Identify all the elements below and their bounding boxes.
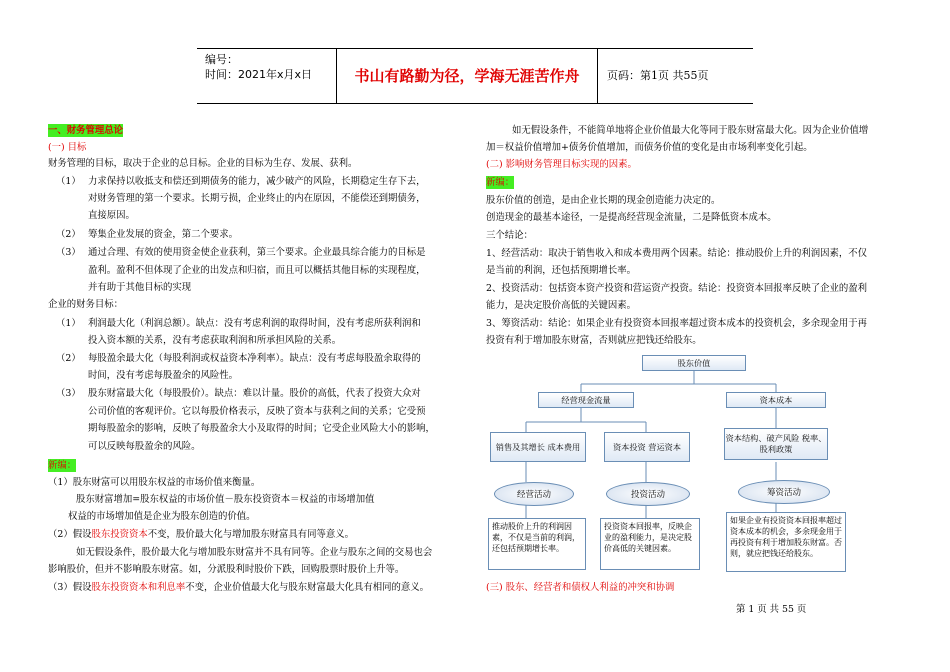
diagram-node-shareholder-value: 股东价值 <box>642 355 746 371</box>
list-number: （3） <box>56 388 81 399</box>
paragraph: 3、筹资活动：结论：如果企业有投资资本回报率超过资本成本的投资机会，多余现金用于再 <box>486 318 867 329</box>
header-number-label: 编号： <box>205 53 238 66</box>
list-number: （2） <box>56 353 81 364</box>
paragraph: 权益的市场增加值是企业为股东创造的价值。 <box>68 511 256 522</box>
diagram-node-capital-investment: 资本投资 营运资本 <box>604 432 690 462</box>
text-span: 不变，企业价值最大化与股东财富最大化具有相同的意义。 <box>185 582 429 593</box>
paragraph: 是当前的利润，还包括预期增长率。 <box>486 265 637 276</box>
paragraph: 财务管理的目标，取决于企业的总目标。企业的目标为生存、发展、获利。 <box>48 158 358 169</box>
paragraph: 股东价值的创造，是由企业长期的现金创造能力决定的。 <box>486 195 721 206</box>
page-header <box>197 48 753 104</box>
paragraph: 投资有利于增加股东财富，否则就应把钱还给股东。 <box>486 335 702 346</box>
diagram-ellipse-investing: 投资活动 <box>606 482 690 506</box>
paragraph: （1）股东财富可以用股东权益的市场价值来衡量。 <box>48 477 261 488</box>
section-heading: 一、财务管理总论 <box>48 125 124 136</box>
diagram-node-capital-structure: 资本结构、破产风险 税率、股利政策 <box>724 428 828 460</box>
list-text: 利润最大化（利润总额）。缺点：没有考虑利润的取得时间，没有考虑所获利润和 <box>88 318 421 329</box>
text-span: （3）假设 <box>48 582 92 593</box>
list-number: （1） <box>56 318 81 329</box>
subsection-factors: (二) 影响财务管理目标实现的因素。 <box>486 159 637 170</box>
header-date: 时间：2021年x月x日 <box>205 68 313 81</box>
paragraph <box>48 581 429 594</box>
goals-title: 企业的财务目标： <box>48 299 124 310</box>
list-text: 并有助于其他目标的实现 <box>88 282 192 293</box>
highlight-text: 股东投资资本 <box>91 529 148 540</box>
diagram-result-operating: 推动股价上升的利润因素，不仅是当前的利润，还包括预期增长率。 <box>488 518 586 570</box>
list-number: （1） <box>56 176 81 187</box>
diagram-node-cost-of-capital: 资本成本 <box>726 392 826 408</box>
list-number: （2） <box>56 229 81 240</box>
paragraph: 创造现金的最基本途径，一是提高经营现金流量，二是降低资本成本。 <box>486 212 777 223</box>
list-text: 投入资本额的关系，没有考虑获取利润和所承担风险的关系。 <box>88 335 342 346</box>
list-text: 时间，没有考虑每股盈余的风险性。 <box>88 370 239 381</box>
list-text: 公司价值的客观评价。它以每股价格表示，反映了资本与获利之间的关系；它受预 <box>88 406 426 417</box>
list-text: 期每股盈余的影响，反映了每股盈余大小及取得的时间；它受企业风险大小的影响， <box>88 423 435 434</box>
list-text: 筹集企业发展的资金，第二个要求。 <box>88 229 239 240</box>
paragraph: 如无假设条件，不能简单地将企业价值最大化等同于股东财富最大化。因为企业价值增 <box>512 125 869 136</box>
list-text: 力求保持以收抵支和偿还到期债务的能力，减少破产的风险，长期稳定生存下去， <box>88 176 426 187</box>
paragraph: 能力，是决定股价高低的关键因素。 <box>486 300 637 311</box>
diagram-result-financing: 如果企业有投资资本回报率超过资本成本的机会，多余现金用于再投资有利于增加股东财富。否则，就应把钱还给股东。 <box>726 512 846 572</box>
text-span: （2）假设 <box>48 529 92 540</box>
list-number: （3） <box>56 247 81 258</box>
paragraph: 2、投资活动：包括资本资产投资和营运资产投资。结论：投资资本回报率反映了企业的盈利 <box>486 283 867 294</box>
list-text: 盈利。盈利不但体现了企业的出发点和归宿，而且可以概括其他目标的实现程度， <box>88 265 426 276</box>
subsection-goal: (一) 目标 <box>48 142 87 153</box>
paragraph: 1、经营活动：取决于销售收入和成本费用两个因素。结论：推动股价上升的利润因素，不仅 <box>486 248 867 259</box>
header-page-number: 页码：第1页 共55页 <box>607 69 709 82</box>
paragraph: 影响股价，但并不影响股东财富。如，分派股利时股价下跌，回购股票时股价上升等。 <box>48 564 405 575</box>
list-text: 直接原因。 <box>88 210 135 221</box>
list-text: 对财务管理的第一个要求。长期亏损，企业终止的内在原因，不能偿还到期债务， <box>88 193 426 204</box>
header-motto: 书山有路勤为径，学海无涯苦作舟 <box>337 49 598 103</box>
new-edition-label: 新编： <box>486 177 515 188</box>
paragraph: 股东财富增加=股东权益的市场价值－股东投资资本＝权益的市场增加值 <box>76 494 375 505</box>
diagram-ellipse-operating: 经营活动 <box>494 482 574 506</box>
page-footer: 第 1 页 共 55 页 <box>736 604 807 615</box>
list-text: 通过合理、有效的使用资金使企业获利，第三个要求。企业最具综合能力的目标是 <box>88 247 426 258</box>
new-edition-label: 新编： <box>48 460 77 471</box>
list-text: 每股盈余最大化（每股利润或权益资本净利率）。缺点：没有考虑每股盈余取得的 <box>88 353 421 364</box>
diagram-node-sales-costs: 销售及其增长 成本费用 <box>490 432 586 462</box>
paragraph: 加＝权益价值增加+债务价值增加，而债务价值的变化是由市场利率变化引起。 <box>486 142 813 153</box>
text-span: 不变，股价最大化与增加股东财富具有同等意义。 <box>147 529 354 540</box>
header-meta <box>197 49 337 103</box>
paragraph <box>48 528 354 541</box>
list-text: 可以反映每股盈余的风险。 <box>88 441 201 452</box>
paragraph: 三个结论： <box>486 230 533 241</box>
list-text: 股东财富最大化（每股股价）。缺点：难以计量。股价的高低，代表了投资大众对 <box>88 388 421 399</box>
subsection-conflicts: (三) 股东、经营者和债权人利益的冲突和协调 <box>486 582 675 593</box>
diagram-result-investing: 投资资本回报率，反映企业的盈利能力，是决定股价高低的关键因素。 <box>600 518 700 570</box>
paragraph: 如无假设条件，股价最大化与增加股东财富并不具有同等。企业与股东之间的交易也会 <box>76 547 433 558</box>
diagram-node-operating-cash-flow: 经营现金流量 <box>538 392 634 408</box>
highlight-text: 股东投资资本和利息率 <box>91 582 186 593</box>
diagram-ellipse-financing: 筹资活动 <box>738 480 830 504</box>
